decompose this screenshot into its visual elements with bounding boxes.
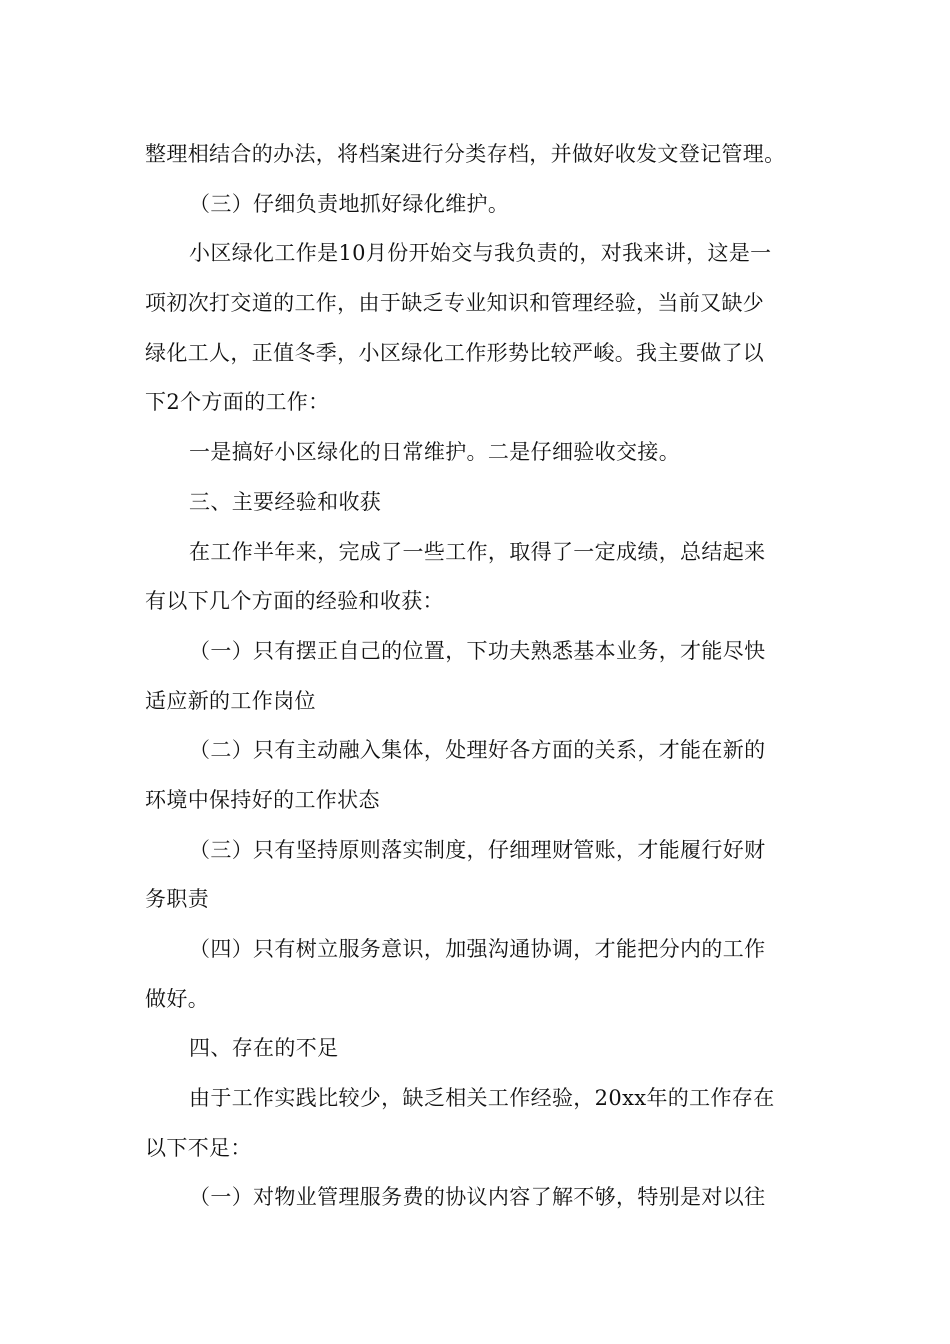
list-item-2-line-1: （二）只有主动融入集体，处理好各方面的关系，才能在新的 [189, 738, 766, 763]
document-body [145, 130, 810, 1223]
list-item-shortcoming-1: （一）对物业管理服务费的协议内容了解不够，特别是对以往 [189, 1185, 766, 1210]
subsection-heading-green-maintenance: （三）仔细负责地抓好绿化维护。 [189, 191, 510, 216]
list-item-1-line-2: 适应新的工作岗位 [145, 688, 316, 713]
paragraph-line-21: 以下不足： [145, 1135, 252, 1160]
paragraph-line-1: 整理相结合的办法，将档案进行分类存档，并做好收发文登记管理。 [145, 142, 786, 166]
paragraph-line-10: 有以下几个方面的经验和收获： [145, 589, 444, 614]
list-item-2-line-2: 环境中保持好的工作状态 [145, 787, 380, 812]
list-item-4-line-2: 做好。 [145, 986, 210, 1011]
paragraph-line-20: 由于工作实践比较少，缺乏相关工作经验，20xx年的工作存在 [189, 1086, 775, 1111]
paragraph-line-9: 在工作半年来，完成了一些工作，取得了一定成绩，总结起来 [189, 539, 766, 564]
list-item-3-line-1: （三）只有坚持原则落实制度，仔细理财管账，才能履行好财 [189, 837, 766, 862]
paragraph-line-6: 下2个方面的工作： [145, 390, 330, 415]
paragraph-line-3: 小区绿化工作是10月份开始交与我负责的，对我来讲，这是一 [189, 241, 772, 266]
list-item-4-line-1: （四）只有树立服务意识，加强沟通协调，才能把分内的工作 [189, 937, 766, 961]
section-heading-experience: 三、主要经验和收获 [189, 489, 382, 514]
paragraph-line-4: 项初次打交道的工作，由于缺乏专业知识和管理经验，当前又缺少 [145, 291, 765, 316]
paragraph-line-7: 一是搞好小区绿化的日常维护。二是仔细验收交接。 [189, 440, 681, 465]
section-heading-shortcomings: 四、存在的不足 [189, 1036, 339, 1061]
list-item-3-line-2: 务职责 [145, 887, 210, 912]
paragraph-line-5: 绿化工人，正值冬季，小区绿化工作形势比较严峻。我主要做了以 [145, 340, 765, 365]
list-item-1-line-1: （一）只有摆正自己的位置，下功夫熟悉基本业务，才能尽快 [189, 638, 766, 663]
